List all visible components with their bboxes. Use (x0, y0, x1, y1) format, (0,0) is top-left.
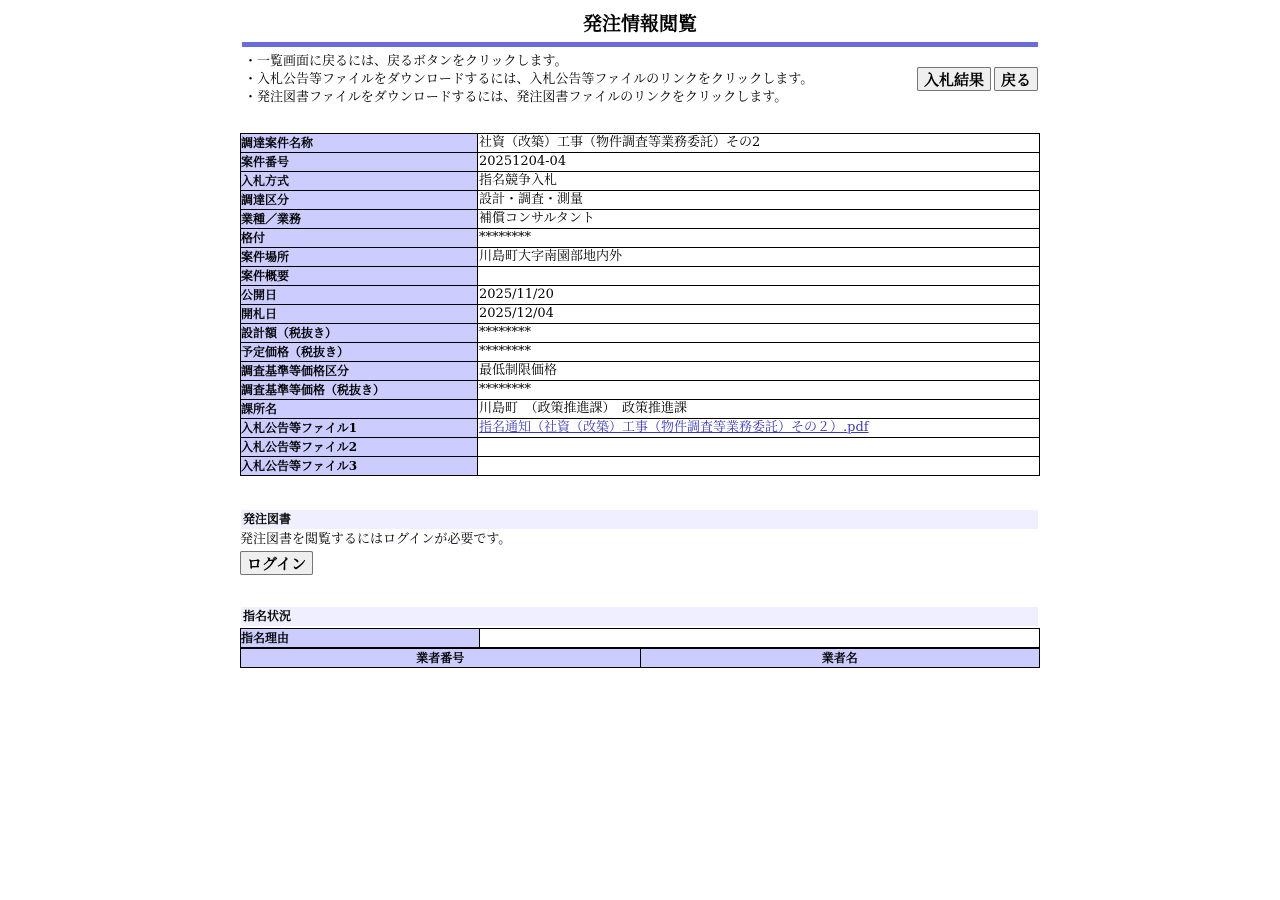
field-value: 最低制限価格 (478, 362, 1040, 381)
field-value: 20251204-04 (478, 153, 1040, 172)
field-value: ******** (478, 343, 1040, 362)
field-label: 調達案件名称 (241, 134, 478, 153)
page-title: 発注情報閲覧 (582, 13, 697, 35)
field-value-cell (478, 419, 1040, 438)
field-label: 格付 (241, 229, 478, 248)
table-row (241, 153, 1040, 172)
instruction-line: ・入札公告等ファイルをダウンロードするには、入札公告等ファイルのリンクをクリックします。 (244, 72, 814, 87)
back-button[interactable]: 戻る (994, 67, 1038, 91)
table-row (241, 172, 1040, 191)
nomination-reason-table (240, 628, 1040, 648)
table-row (241, 457, 1040, 476)
nomination-section-heading: 指名状況 (241, 607, 1038, 626)
field-value: 川島町 （政策推進課） 政策推進課 (478, 400, 1040, 419)
field-label: 設計額（税抜き） (241, 324, 478, 343)
field-value: ******** (478, 229, 1040, 248)
table-row (241, 629, 1040, 648)
field-value: 2025/12/04 (478, 305, 1040, 324)
field-label: 業種／業務 (241, 210, 478, 229)
instructions-block (240, 47, 1040, 133)
field-label: 入札公告等ファイル1 (241, 419, 478, 438)
table-row (241, 134, 1040, 153)
table-row (241, 267, 1040, 286)
bid-result-button[interactable]: 入札結果 (917, 67, 991, 91)
field-value: 設計・調査・測量 (478, 191, 1040, 210)
table-row (241, 438, 1040, 457)
vendor-table (240, 648, 1040, 668)
field-label: 案件場所 (241, 248, 478, 267)
column-header-vendor-name: 業者名 (640, 649, 1040, 668)
field-label: 入札方式 (241, 172, 478, 191)
notice-file-link[interactable]: 指名通知（社資（改築）工事（物件調査等業務委託）その２）.pdf (479, 420, 869, 435)
table-row (241, 191, 1040, 210)
instruction-line: ・発注図書ファイルをダウンロードするには、発注図書ファイルのリンクをクリックします。 (244, 90, 788, 105)
field-label: 調査基準等価格（税抜き） (241, 381, 478, 400)
field-label: 課所名 (241, 400, 478, 419)
field-label: 開札日 (241, 305, 478, 324)
field-value: 補償コンサルタント (478, 210, 1040, 229)
nomination-reason-label: 指名理由 (241, 629, 480, 648)
table-row (241, 419, 1040, 438)
top-button-group (917, 67, 1038, 91)
field-value: 川島町大字南園部地内外 (478, 248, 1040, 267)
table-row (241, 305, 1040, 324)
login-button-wrap (240, 551, 1040, 575)
table-row (241, 362, 1040, 381)
field-label: 案件番号 (241, 153, 478, 172)
table-row (241, 286, 1040, 305)
field-value (478, 438, 1040, 457)
field-value (478, 267, 1040, 286)
column-header-vendor-number: 業者番号 (241, 649, 641, 668)
field-label: 調査基準等価格区分 (241, 362, 478, 381)
page-container (240, 0, 1040, 668)
field-label: 入札公告等ファイル2 (241, 438, 478, 457)
field-label: 調達区分 (241, 191, 478, 210)
field-label: 公開日 (241, 286, 478, 305)
table-row (241, 324, 1040, 343)
field-value: 2025/11/20 (478, 286, 1040, 305)
field-value: 指名競争入札 (478, 172, 1040, 191)
table-row (241, 248, 1040, 267)
table-row (241, 400, 1040, 419)
login-button[interactable]: ログイン (240, 551, 313, 575)
table-row (241, 381, 1040, 400)
drawings-section-heading: 発注図書 (241, 510, 1038, 529)
table-row (241, 210, 1040, 229)
table-row (241, 229, 1040, 248)
table-header-row (241, 649, 1040, 668)
table-row (241, 343, 1040, 362)
field-value: ******** (478, 381, 1040, 400)
login-required-message: 発注図書を閲覧するにはログインが必要です。 (240, 532, 512, 547)
field-label: 入札公告等ファイル3 (241, 457, 478, 476)
procurement-info-table (240, 133, 1040, 476)
field-value (478, 457, 1040, 476)
nomination-reason-value (480, 629, 1040, 648)
field-label: 案件概要 (241, 267, 478, 286)
field-value: ******** (478, 324, 1040, 343)
field-value: 社資（改築）工事（物件調査等業務委託）その2 (478, 134, 1040, 153)
instruction-line: ・一覧画面に戻るには、戻るボタンをクリックします。 (244, 54, 568, 69)
field-label: 予定価格（税抜き） (241, 343, 478, 362)
